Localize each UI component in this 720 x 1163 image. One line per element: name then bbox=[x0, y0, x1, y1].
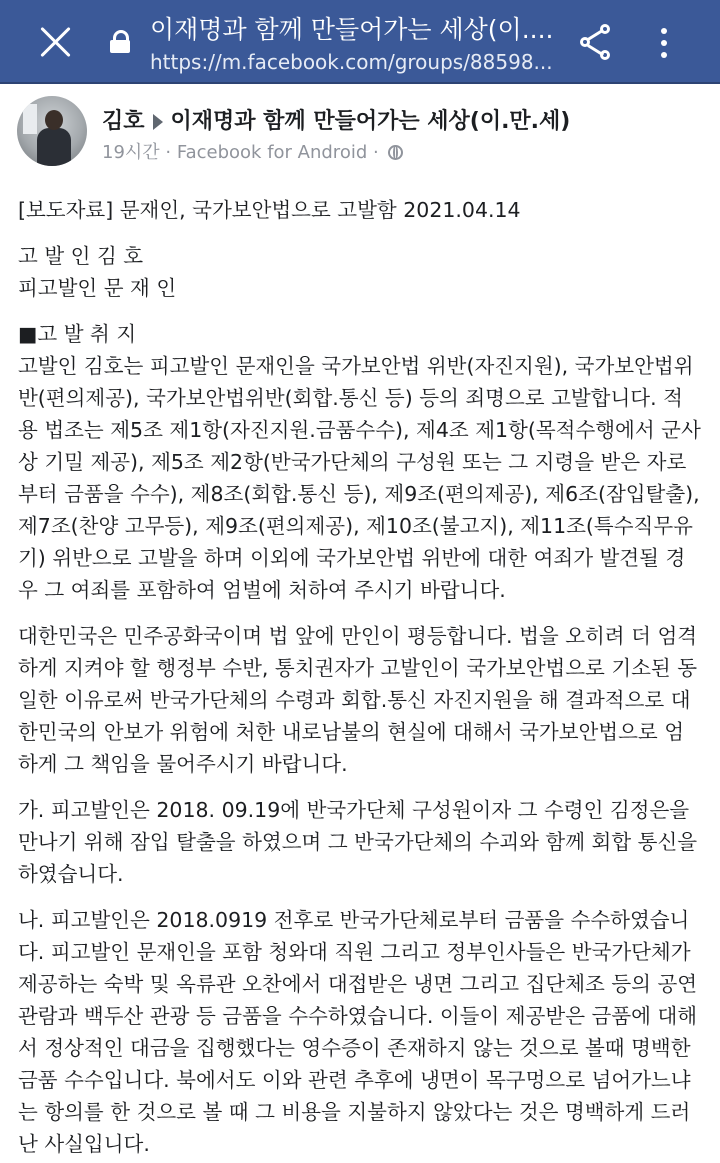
group-name[interactable]: 이재명과 함께 만들어가는 세상(이.만.세) bbox=[170, 109, 571, 134]
post-source: Facebook for Android bbox=[176, 142, 368, 163]
share-icon[interactable] bbox=[578, 22, 614, 62]
avatar[interactable] bbox=[17, 96, 87, 166]
author-line bbox=[102, 104, 570, 135]
headline: [보도자료] 문재인, 국가보안법으로 고발함 2021.04.14 bbox=[18, 198, 521, 222]
paragraph: 나. 피고발인은 2018.0919 전후로 반국가단체로부터 금품을 수수하였습니다. 피고발인 문재인을 포함 청와대 직원 그리고 정부인사들은 반국가단체가 제공하는 숙박 및 옥류관 오찬에서 대접받은 냉면 그리고 집단체조 등의 공연 관람과 백두산 관광 등 금품을 수수하였습니다. 이들이 제공받은 금품에 대해서 정상적인 대금을 집행했다는 영수증이 존재하지 않는 것으로 볼때 명백한 금품 수수입니다. 북에서도 이와 관련 추후에 냉면이 목구멍으로 넘어가느냐는 항의를 한 것으로 볼 때 그 비용을 지불하지 않았다는 것은 명백하게 드러난 사실입니다. bbox=[18, 908, 698, 1156]
arrow-right-icon bbox=[153, 114, 163, 130]
post-body bbox=[0, 176, 720, 1160]
post-time[interactable]: 19시간 bbox=[102, 142, 160, 163]
paragraph: 가. 피고발인은 2018. 09.19에 반국가단체 구성원이자 그 수령인 김정은을 만나기 위해 잠입 탈출을 하였으며 그 반국가단체의 수괴와 함께 회합 통신을 하였습니다. bbox=[18, 798, 698, 886]
close-icon[interactable] bbox=[38, 24, 74, 60]
post-meta bbox=[102, 138, 403, 164]
purpose-body: 고발인 김호는 피고발인 문재인을 국가보안법 위반(자진지원), 국가보안법위반(편의제공), 국가보안법위반(회합.통신 등) 등의 죄명으로 고발합니다. 적용 법조는 제5조 제1항(자진지원.금품수수), 제4조 제1항(목적수행에서 군사상 기밀 제공), 제5조 제2항(반국가단체의 구성원 또는 그 지령을 받은 자로부터 금품을 수수), 제8조(회합.통신 등), 제9조(편의제공), 제6조(잠입탈출), 제7조(찬양 고무등), 제9조(편의제공), 제10조(불고지), 제11조(특수직무유기) 위반으로 고발을 하며 이외에 국가보안법 위반에 대한 여죄가 발견될 경우 그 여죄를 포함하여 엄벌에 처하여 주시기 바랍니다. bbox=[18, 354, 701, 602]
globe-icon bbox=[388, 145, 403, 160]
purpose-heading: ■고 발 취 지 bbox=[18, 322, 137, 346]
paragraph: 대한민국은 민주공화국이며 법 앞에 만인이 평등합니다. 법을 오히려 더 엄격하게 지켜야 할 행정부 수반, 통치권자가 고발인이 국가보안법으로 기소된 동일한 이유로써 반국가단체의 수령과 회합.통신 자진지원을 해 결과적으로 대한민국의 안보가 위험에 처한 내로남불의 현실에 대해서 국가보안법으로 엄하게 그 책임을 물어주시기 바랍니다. bbox=[18, 624, 698, 776]
meta-separator: · bbox=[165, 142, 172, 163]
lock-icon bbox=[110, 30, 130, 52]
more-options-icon[interactable] bbox=[652, 26, 676, 60]
complainant-line: 고 발 인 김 호 bbox=[18, 244, 144, 268]
browser-toolbar bbox=[0, 0, 720, 84]
meta-separator: · bbox=[373, 142, 379, 163]
page-url[interactable]: https://m.facebook.com/groups/88598... bbox=[150, 50, 553, 74]
author-name[interactable]: 김호 bbox=[102, 109, 145, 134]
post-header bbox=[0, 84, 720, 176]
defendant-line: 피고발인 문 재 인 bbox=[18, 276, 177, 300]
page-title: 이재명과 함께 만들어가는 세상(이.... bbox=[150, 15, 554, 44]
